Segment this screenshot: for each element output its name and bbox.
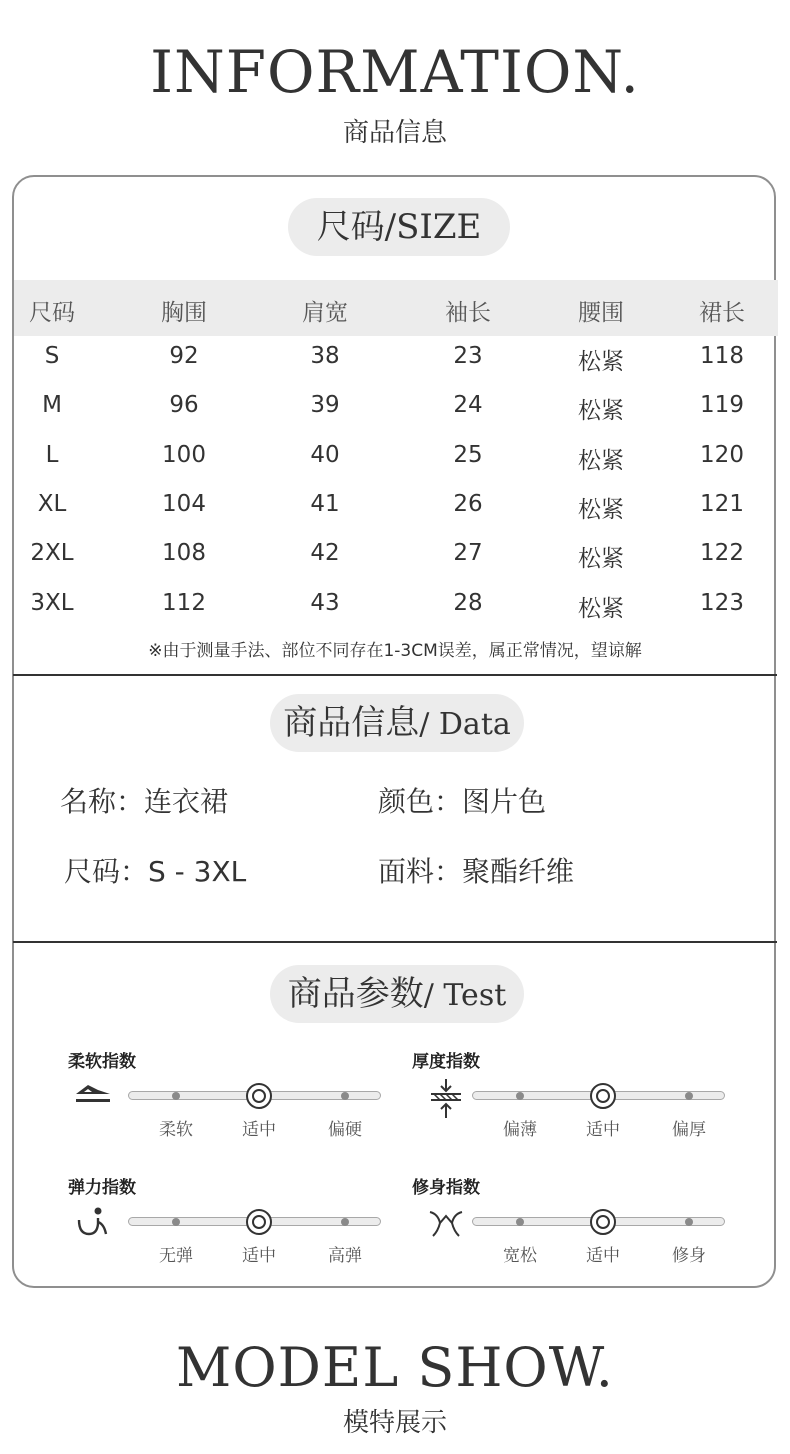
slider-knob: [590, 1209, 616, 1235]
table-cell: 122: [700, 540, 744, 567]
slider-stop-label: 修身: [672, 1246, 706, 1266]
column-header: 肩宽: [302, 300, 348, 326]
table-cell: 123: [700, 589, 744, 616]
slider-stop-label: 适中: [242, 1120, 276, 1140]
slider-knob: [246, 1083, 272, 1109]
stretch-icon: [76, 1206, 110, 1238]
fit-title: 修身指数: [412, 1178, 480, 1198]
product-size-range: 尺码：S - 3XL: [64, 855, 247, 888]
table-cell: 松紧: [578, 546, 624, 573]
table-cell: 121: [700, 490, 744, 517]
table-cell: 松紧: [578, 447, 624, 474]
size-pill: 尺码/SIZE: [288, 198, 510, 256]
shoe-sole-icon: [74, 1082, 112, 1108]
product-color: 颜色：图片色: [378, 785, 547, 818]
product-info-subheading: 商品信息: [342, 118, 447, 148]
test-pill: 商品参数/ Test: [270, 965, 524, 1023]
table-cell: 100: [162, 441, 206, 468]
table-cell: 120: [700, 441, 744, 468]
slider-stop-label: 适中: [586, 1246, 620, 1266]
slider-stop-label: 偏硬: [328, 1120, 362, 1140]
slider-stop-dot: [685, 1092, 693, 1100]
column-header: 袖长: [445, 300, 491, 326]
thickness-icon: [428, 1078, 464, 1122]
information-heading: INFORMATION.: [150, 38, 640, 106]
column-header: 裙长: [699, 300, 745, 326]
table-cell: M: [42, 392, 62, 419]
table-cell: 松紧: [578, 496, 624, 523]
table-cell: L: [45, 441, 59, 468]
model-show-subheading: 模特展示: [342, 1408, 447, 1438]
table-cell: XL: [37, 490, 67, 517]
slider-stop-label: 偏薄: [503, 1120, 537, 1140]
table-cell: 42: [310, 540, 340, 567]
body-fit-icon: [428, 1208, 464, 1238]
table-cell: 96: [169, 392, 199, 419]
size-table-header: [14, 280, 778, 336]
slider-stop-dot: [172, 1092, 180, 1100]
table-cell: 松紧: [578, 349, 624, 375]
model-show-heading: MODEL SHOW.: [176, 1336, 614, 1399]
table-cell: 3XL: [30, 589, 74, 616]
data-pill: 商品信息/ Data: [270, 694, 524, 752]
slider-stop-label: 适中: [586, 1120, 620, 1140]
table-cell: 41: [310, 490, 340, 517]
slider-stop-label: 宽松: [503, 1246, 537, 1266]
slider-stop-label: 高弹: [328, 1246, 362, 1266]
table-cell: 104: [162, 490, 206, 517]
table-cell: 26: [453, 490, 483, 517]
slider-knob: [590, 1083, 616, 1109]
slider-stop-label: 柔软: [159, 1120, 193, 1140]
table-cell: 23: [453, 343, 483, 369]
table-cell: 39: [310, 392, 340, 419]
slider-stop-label: 无弹: [159, 1246, 193, 1266]
table-cell: S: [44, 343, 60, 369]
softness-title: 柔软指数: [68, 1052, 136, 1072]
slider-stop-dot: [516, 1218, 524, 1226]
table-cell: 108: [162, 540, 206, 567]
table-cell: 112: [162, 589, 206, 616]
elasticity-title: 弹力指数: [68, 1178, 136, 1198]
table-cell: 92: [169, 343, 199, 369]
column-header: 胸围: [161, 300, 207, 326]
table-cell: 118: [700, 343, 744, 369]
thickness-title: 厚度指数: [412, 1052, 480, 1072]
section-divider: [13, 674, 777, 676]
table-cell: 松紧: [578, 398, 624, 425]
table-cell: 28: [453, 589, 483, 616]
product-material: 面料：聚酯纤维: [378, 855, 575, 888]
product-name: 名称：连衣裙: [60, 785, 229, 818]
slider-stop-dot: [341, 1218, 349, 1226]
slider-stop-label: 偏厚: [672, 1120, 706, 1140]
slider-stop-label: 适中: [242, 1246, 276, 1266]
slider-stop-dot: [341, 1092, 349, 1100]
column-header: 尺码: [29, 300, 75, 326]
table-cell: 2XL: [30, 540, 74, 567]
table-cell: 27: [453, 540, 483, 567]
section-divider: [13, 941, 777, 943]
slider-knob: [246, 1209, 272, 1235]
table-cell: 43: [310, 589, 340, 616]
slider-stop-dot: [516, 1092, 524, 1100]
slider-stop-dot: [172, 1218, 180, 1226]
table-cell: 119: [700, 392, 744, 419]
table-cell: 25: [453, 441, 483, 468]
column-header: 腰围: [578, 300, 624, 326]
table-cell: 40: [310, 441, 340, 468]
table-cell: 38: [310, 343, 340, 369]
measurement-note: ※由于测量手法、部位不同存在1-3CM误差，属正常情况，望谅解: [148, 641, 642, 661]
table-cell: 24: [453, 392, 483, 419]
slider-stop-dot: [685, 1218, 693, 1226]
table-cell: 松紧: [578, 595, 624, 622]
